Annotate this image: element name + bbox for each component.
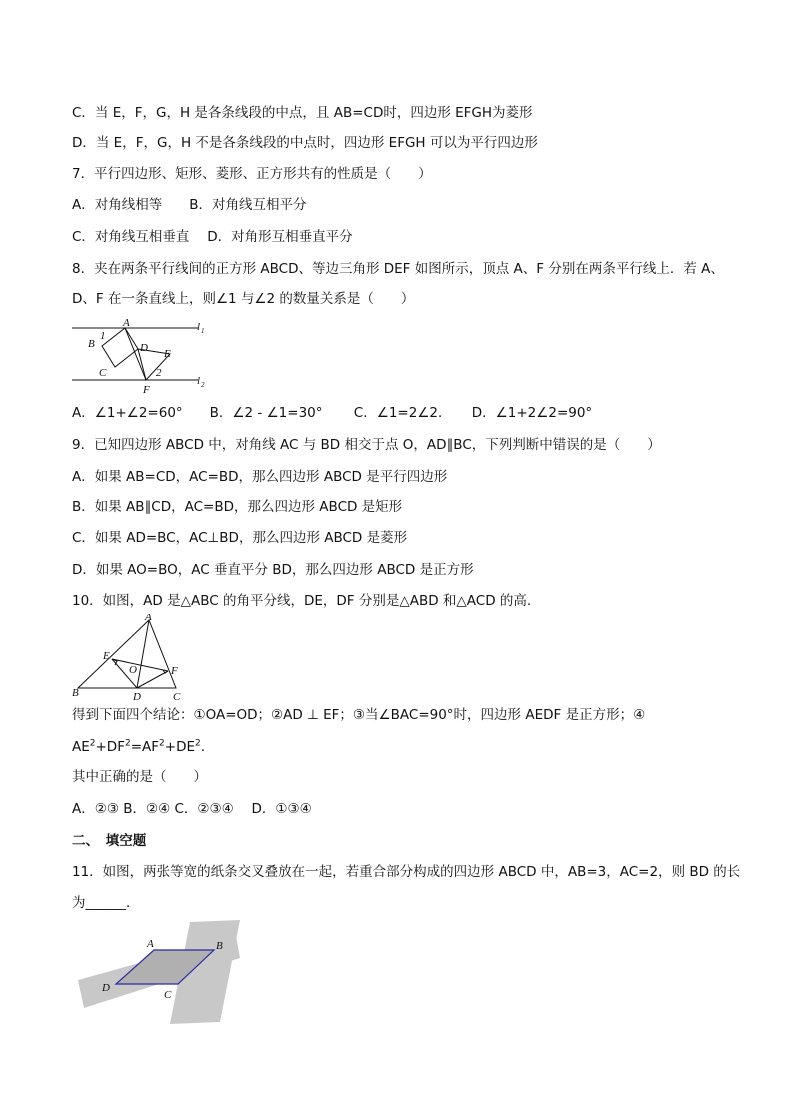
fig8-line-l2: l (197, 375, 201, 387)
q9-option-d: D．如果 AO=BO，AC 垂直平分 BD，那么四边形 ABCD 是正方形 (72, 562, 474, 578)
section-fill-in: 二、 填空题 (72, 833, 147, 849)
q8-options: A．∠1+∠2=60° B．∠2 - ∠1=30° C．∠1=2∠2． D．∠1+2∠2=90° (72, 405, 593, 421)
fig10-label-e: E (103, 650, 110, 662)
q9-option-a: A．如果 AB=CD，AC=BD，那么四边形 ABCD 是平行四边形 (72, 469, 448, 485)
q9-option-c: C．如果 AD=BC，AC⊥BD，那么四边形 ABCD 是菱形 (72, 530, 408, 546)
q6-option-d: D．当 E，F，G，H 不是各条线段的中点时，四边形 EFGH 可以为平行四边形 (72, 135, 538, 151)
q9-option-b: B．如果 AB∥CD，AC=BD，那么四边形 ABCD 是矩形 (72, 499, 403, 515)
fig10-label-b: B (72, 687, 79, 699)
fig8-label-c: C (99, 367, 107, 379)
q9-stem: 9．已知四边形 ABCD 中，对角线 AC 与 BD 相交于点 O，AD∥BC，下列判断中错误的是（ ） (72, 437, 661, 453)
fig10-label-d: D (133, 691, 141, 702)
q10-options: A．②③ B．②④ C．②③④ D．①③④ (72, 801, 312, 817)
q10-conclusions-line2: $AE^2+DF^2=AF^2+DE^2$. (72, 738, 206, 755)
q7-options-ab: A．对角线相等 B．对角线互相平分 (72, 197, 307, 213)
q10-conclusions-line1: 得到下面四个结论：①OA=OD；②AD ⊥ EF；③当∠BAC=90°时，四边形 AEDF 是正方形；④ (72, 707, 646, 723)
fig10-label-o: O (129, 664, 137, 676)
fig8-label-e: E (164, 348, 171, 360)
q8-figure (70, 318, 210, 396)
fig11-label-c: C (164, 989, 172, 1001)
q11-stem-line2: 为______． (72, 895, 140, 911)
fig8-angle-2: 2 (156, 367, 162, 379)
fig8-label-b: B (88, 338, 95, 350)
fig8-angle-1: 1 (100, 330, 106, 342)
q6-option-c: C．当 E，F，G，H 是各条线段的中点，且 AB=CD时，四边形 EFGH为菱形 (72, 105, 533, 121)
q8-stem-line1: 8．夹在两条平行线间的正方形 ABCD、等边三角形 DEF 如图所示，顶点 A、F 分别在两条平行线上．若 A、 (72, 261, 724, 277)
q10-stem: 10．如图，AD 是△ABC 的角平分线，DE，DF 分别是△ABD 和△ACD 的高. (72, 593, 532, 609)
q8-stem-line2: D、F 在一条直线上，则∠1 与∠2 的数量关系是（ ） (72, 291, 415, 307)
q7-options-cd: C．对角线互相垂直 D．对角形互相垂直平分 (72, 229, 353, 245)
q11-figure (70, 918, 245, 1026)
fig8-label-d: D (140, 342, 148, 354)
fig11-label-d: D (102, 982, 110, 994)
fig8-label-a: A (123, 318, 130, 329)
fig8-line-l1: l (197, 321, 201, 333)
q11-stem-line1: 11．如图，两张等宽的纸条交叉叠放在一起，若重合部分构成的四边形 ABCD 中，AB=3，AC=2，则 BD 的长 (72, 864, 741, 880)
fig10-label-c: C (173, 691, 181, 702)
fig10-label-f: F (171, 665, 178, 677)
fig11-label-b: B (216, 940, 223, 952)
fig8-line-l2-sub: 2 (201, 381, 205, 389)
fig11-label-a: A (147, 938, 154, 950)
fig8-label-f: F (143, 384, 150, 396)
q10-question: 其中正确的是（ ） (72, 769, 207, 785)
fig8-line-l1-sub: 1 (201, 327, 205, 335)
q7-stem: 7．平行四边形、矩形、菱形、正方形共有的性质是（ ） (72, 166, 432, 182)
fig10-label-a: A (145, 614, 152, 623)
q10-figure (70, 614, 185, 702)
